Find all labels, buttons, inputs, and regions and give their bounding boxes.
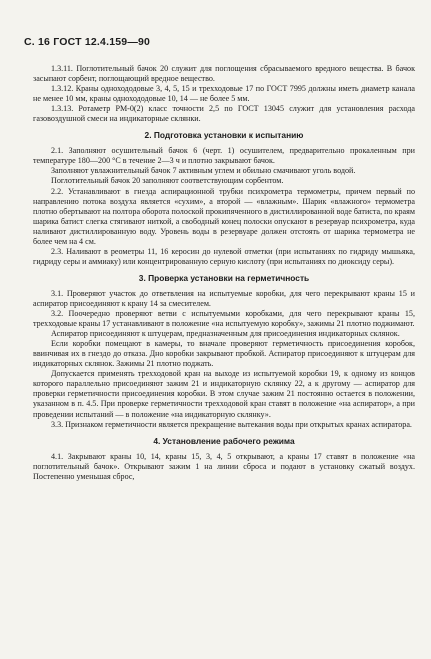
paragraph-1-3-13: 1.3.13. Ротаметр РМ-0(2) класс точности 2,5 по ГОСТ 13045 служит для установления расхода газовоздушной смеси на индикаторные склянки. [33,104,415,124]
paragraph-humidifier: Заполняют увлажнительный бачок 7 активным углем и обильно смачивают уголь водой. [51,166,356,176]
page-header: С. 16 ГОСТ 12.4.159—90 [24,36,151,48]
paragraph-chambers: Если коробки помещают в камеры, то вначале проверяют герметичность присоединения коробок, ввинчивая их в гнездо до отказа. Дно коробки закрывают пробкой. Аспиратор присоединяют к штуцерам для индикаторных склянок. Зажимы 21 плотно поджать. [33,339,415,369]
paragraph-absorber: Поглотительный бачок 20 заполняют соответствующим сорбентом. [51,176,284,186]
paragraph-2-1: 2.1. Заполняют осушительный бачок 6 (черт. 1) осушителем, предварительно прокаленным при температуре 180—200 °С в течение 2—3 ч и плотно закрывают бачок. [33,146,415,166]
paragraph-3-2: 3.2. Поочередно проверяют ветви с испытуемыми коробками, для чего перекрывают краны 15, трехходовые краны 17 устанавливают в положение «на испытуемую коробку», зажимы 21 плотно поджимают. [33,309,415,329]
paragraph-1-3-12: 1.3.12. Краны однохододовые 3, 4, 5, 15 и трехходовые 17 по ГОСТ 7995 должны иметь диаметр канала не менее 10 мм, краны однохододовые 10, 14 — не более 5 мм. [33,84,415,104]
document-body [33,64,415,482]
paragraph-three-way-valve: Допускается применять трехходовой кран на выходе из испытуемой коробки 19, к одному из концов которого параллельно присоединяют зажим 21 и индикаторную склянку 22, а к другому — аспиратор для проверки герметичности присоединения коробки. В этом случае зажим 21 постоянно остается в положении, указанном в п. 4.5. При проверке герметичности трехходовой кран ставят в положение «на аспиратор», а при проведении испытаний — в положение «на индикаторную склянку». [33,369,415,419]
section-3-heading: 3. Проверка установки на герметичность [138,272,310,283]
paragraph-3-1: 3.1. Проверяют участок до ответвления на испытуемые коробки, для чего перекрывают краны 15 и аспиратор присоединяют к крану 14 за смесителем. [33,288,415,308]
paragraph-2-3: 2.3. Наливают в реометры 11, 16 керосин до нулевой отметки (при испытаниях по гидриду мышьяка, гидриду серы и аммиаку) или концентрированную серную кислоту (при испытаниях по диоксиду серы). [33,246,415,266]
paragraph-4-1: 4.1. Закрывают краны 10, 14, краны 15, 3, 4, 5 открывают, а краны 17 ставят в положение «на поглотительный бачок». Открывают зажим 1 на линии сброса и подают в установку сжатый воздух. Постепенно уменьшая сброс, [33,451,415,481]
section-4-heading: 4. Установление рабочего режима [153,435,295,446]
paragraph-aspirator: Аспиратор присоединяют к штуцерам, предназначенным для присоединения индикаторных склянок. [51,329,400,339]
paragraph-3-3: 3.3. Признаком герметичности является прекращение вытекания воды при открытых кранах аспиратора. [51,419,412,429]
paragraph-1-3-11: 1.3.11. Поглотительный бачок 20 служит для поглощения сбрасываемого вредного вещества. В бачок засыпают сорбент, поглощающий вредное вещество. [33,64,415,84]
section-2-heading: 2. Подготовка установки к испытанию [144,130,304,141]
paragraph-2-2: 2.2. Устанавливают в гнезда аспирационной трубки психрометра термометры, причем первый по направлению потока воздуха является «сухим», а второй — «влажным». Шарик «влажного» термометра плотно обертывают на полтора оборота полоской прокипяченного в дистиллированной воде батиста, по краям шарика батист слегка стягивают ниткой, а свободный конец полоски опускают в резервуар психрометра, куда наливают дистиллированную воду. Уровень воды в резервуаре должен отстоять от шарика термометра не более чем на 4 см. [33,186,415,246]
